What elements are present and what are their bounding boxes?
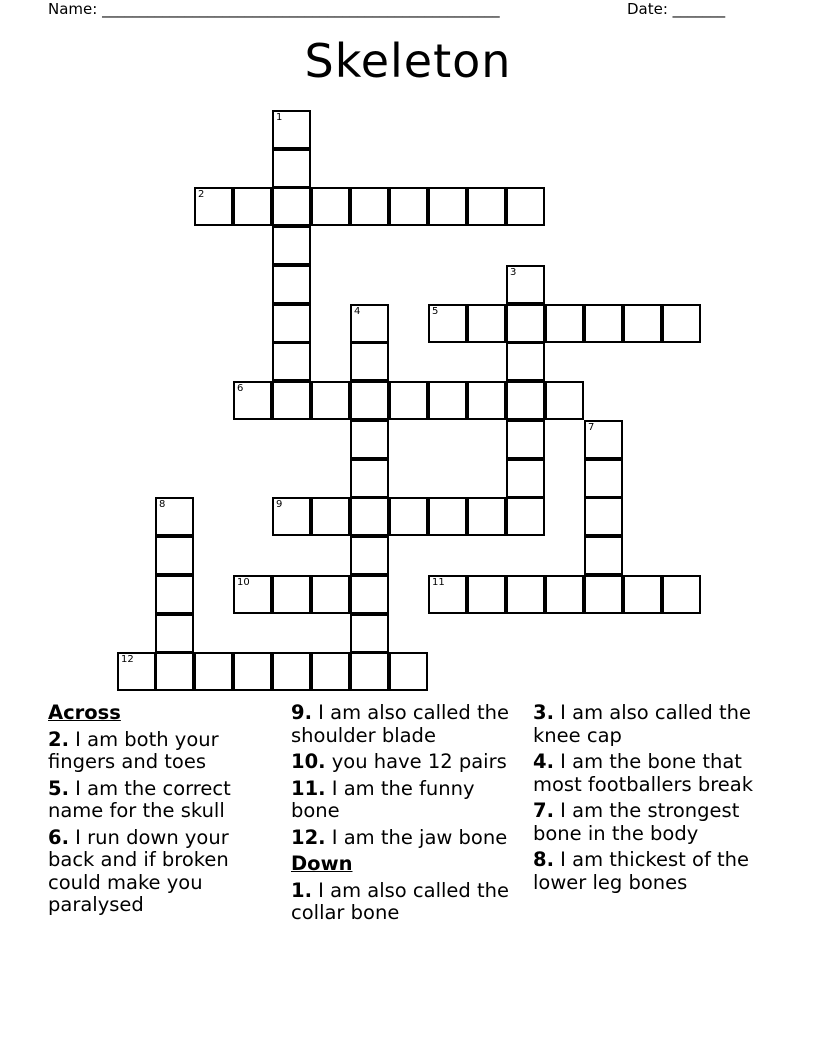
clue-across-9: 9. I am also called the shoulder blade — [291, 701, 510, 747]
crossword-cell[interactable] — [272, 304, 311, 343]
crossword-cell[interactable] — [350, 652, 389, 691]
crossword-cell[interactable] — [350, 381, 389, 420]
clue-across-2: 2. I am both your fingers and toes — [48, 727, 219, 773]
clue-down-1: 1. I am also called the collar bone — [291, 878, 510, 924]
clues-column-3 — [533, 702, 773, 898]
cell-number: 7 — [588, 422, 595, 433]
crossword-cell[interactable] — [467, 304, 506, 343]
crossword-cell[interactable] — [311, 652, 350, 691]
cell-number: 5 — [432, 306, 439, 317]
crossword-cell[interactable] — [584, 536, 623, 575]
crossword-cell[interactable] — [584, 497, 623, 536]
cell-number: 11 — [432, 577, 445, 588]
cell-number: 3 — [510, 267, 517, 278]
crossword-cell[interactable] — [545, 381, 584, 420]
crossword-cell[interactable] — [467, 381, 506, 420]
crossword-cell[interactable] — [350, 342, 389, 381]
cell-number: 12 — [121, 654, 134, 665]
clue-down-8: 8. I am thickest of the lower leg bones — [533, 848, 750, 894]
crossword-cell[interactable] — [311, 187, 350, 226]
clue-across-12: 12. I am the jaw bone — [291, 825, 508, 849]
crossword-cell[interactable] — [389, 497, 428, 536]
crossword-cell[interactable] — [623, 304, 662, 343]
crossword-cell[interactable] — [272, 226, 311, 265]
name-field: Name: _____________________________________________________ — [48, 0, 500, 18]
crossword-cell[interactable] — [506, 497, 545, 536]
page-title: Skeleton — [304, 34, 512, 88]
crossword-cell[interactable] — [272, 652, 311, 691]
crossword-cell[interactable] — [233, 652, 272, 691]
crossword-cell[interactable] — [350, 536, 389, 575]
crossword-cell[interactable] — [623, 575, 662, 614]
crossword-cell[interactable] — [350, 575, 389, 614]
crossword-cell[interactable] — [428, 497, 467, 536]
across-heading: Across — [48, 701, 121, 724]
crossword-cell[interactable] — [662, 304, 701, 343]
crossword-cell[interactable] — [350, 420, 389, 459]
cell-number: 4 — [354, 306, 361, 317]
crossword-cell[interactable] — [272, 575, 311, 614]
crossword-cell[interactable] — [584, 459, 623, 498]
crossword-cell[interactable] — [233, 187, 272, 226]
crossword-cell[interactable] — [467, 187, 506, 226]
crossword-cell[interactable] — [350, 614, 389, 653]
clue-down-4: 4. I am the bone that most footballers break — [533, 750, 754, 796]
crossword-cell[interactable] — [155, 536, 194, 575]
crossword-cell[interactable] — [506, 265, 545, 304]
crossword-cell[interactable] — [350, 187, 389, 226]
crossword-cell[interactable] — [506, 575, 545, 614]
crossword-cell[interactable] — [311, 575, 350, 614]
crossword-cell[interactable] — [428, 187, 467, 226]
crossword-cell[interactable] — [428, 381, 467, 420]
crossword-cell[interactable] — [272, 497, 311, 536]
crossword-cell[interactable] — [117, 652, 156, 691]
crossword-cell[interactable] — [584, 420, 623, 459]
clue-across-10: 10. you have 12 pairs — [291, 750, 507, 773]
date-field: Date: _______ — [627, 0, 726, 18]
clue-down-3: 3. I am also called the knee cap — [533, 701, 752, 747]
crossword-cell[interactable] — [506, 187, 545, 226]
crossword-cell[interactable] — [311, 381, 350, 420]
crossword-cell[interactable] — [272, 110, 311, 149]
crossword-cell[interactable] — [272, 381, 311, 420]
crossword-cell[interactable] — [311, 497, 350, 536]
crossword-cell[interactable] — [272, 149, 311, 188]
crossword-cell[interactable] — [506, 342, 545, 381]
crossword-cell[interactable] — [155, 575, 194, 614]
crossword-cell[interactable] — [428, 575, 467, 614]
crossword-cell[interactable] — [272, 187, 311, 226]
crossword-cell[interactable] — [389, 652, 428, 691]
crossword-cell[interactable] — [389, 381, 428, 420]
crossword-cell[interactable] — [545, 575, 584, 614]
cell-number: 6 — [237, 383, 244, 394]
crossword-cell[interactable] — [545, 304, 584, 343]
crossword-cell[interactable] — [506, 381, 545, 420]
clue-down-7: 7. I am the strongest bone in the body — [533, 799, 740, 845]
crossword-cell[interactable] — [584, 575, 623, 614]
crossword-cell[interactable] — [194, 652, 233, 691]
crossword-cell[interactable] — [155, 652, 194, 691]
down-heading: Down — [291, 852, 353, 875]
clue-across-11: 11. I am the funny bone — [291, 776, 475, 822]
clues-column-2 — [291, 702, 526, 929]
crossword-cell[interactable] — [272, 342, 311, 381]
crossword-cell[interactable] — [467, 575, 506, 614]
crossword-cell[interactable] — [350, 304, 389, 343]
crossword-cell[interactable] — [155, 497, 194, 536]
clue-across-5: 5. I am the correct name for the skull — [48, 776, 231, 822]
cell-number: 8 — [159, 499, 166, 510]
crossword-cell[interactable] — [506, 459, 545, 498]
cell-number: 10 — [237, 577, 250, 588]
crossword-cell[interactable] — [233, 575, 272, 614]
crossword-cell[interactable] — [194, 187, 233, 226]
cell-number: 1 — [276, 112, 283, 123]
crossword-cell[interactable] — [584, 304, 623, 343]
crossword-cell[interactable] — [350, 497, 389, 536]
cell-number: 2 — [198, 189, 205, 200]
crossword-cell[interactable] — [467, 497, 506, 536]
crossword-cell[interactable] — [155, 614, 194, 653]
crossword-cell[interactable] — [389, 187, 428, 226]
crossword-cell[interactable] — [233, 381, 272, 420]
crossword-cell[interactable] — [428, 304, 467, 343]
clue-across-6: 6. I run down your back and if broken could make you paralysed — [48, 825, 229, 916]
clues-column-1 — [48, 702, 278, 921]
cell-number: 9 — [276, 499, 283, 510]
crossword-cell[interactable] — [350, 459, 389, 498]
crossword-cell[interactable] — [506, 420, 545, 459]
crossword-cell[interactable] — [662, 575, 701, 614]
crossword-cell[interactable] — [506, 304, 545, 343]
crossword-cell[interactable] — [272, 265, 311, 304]
